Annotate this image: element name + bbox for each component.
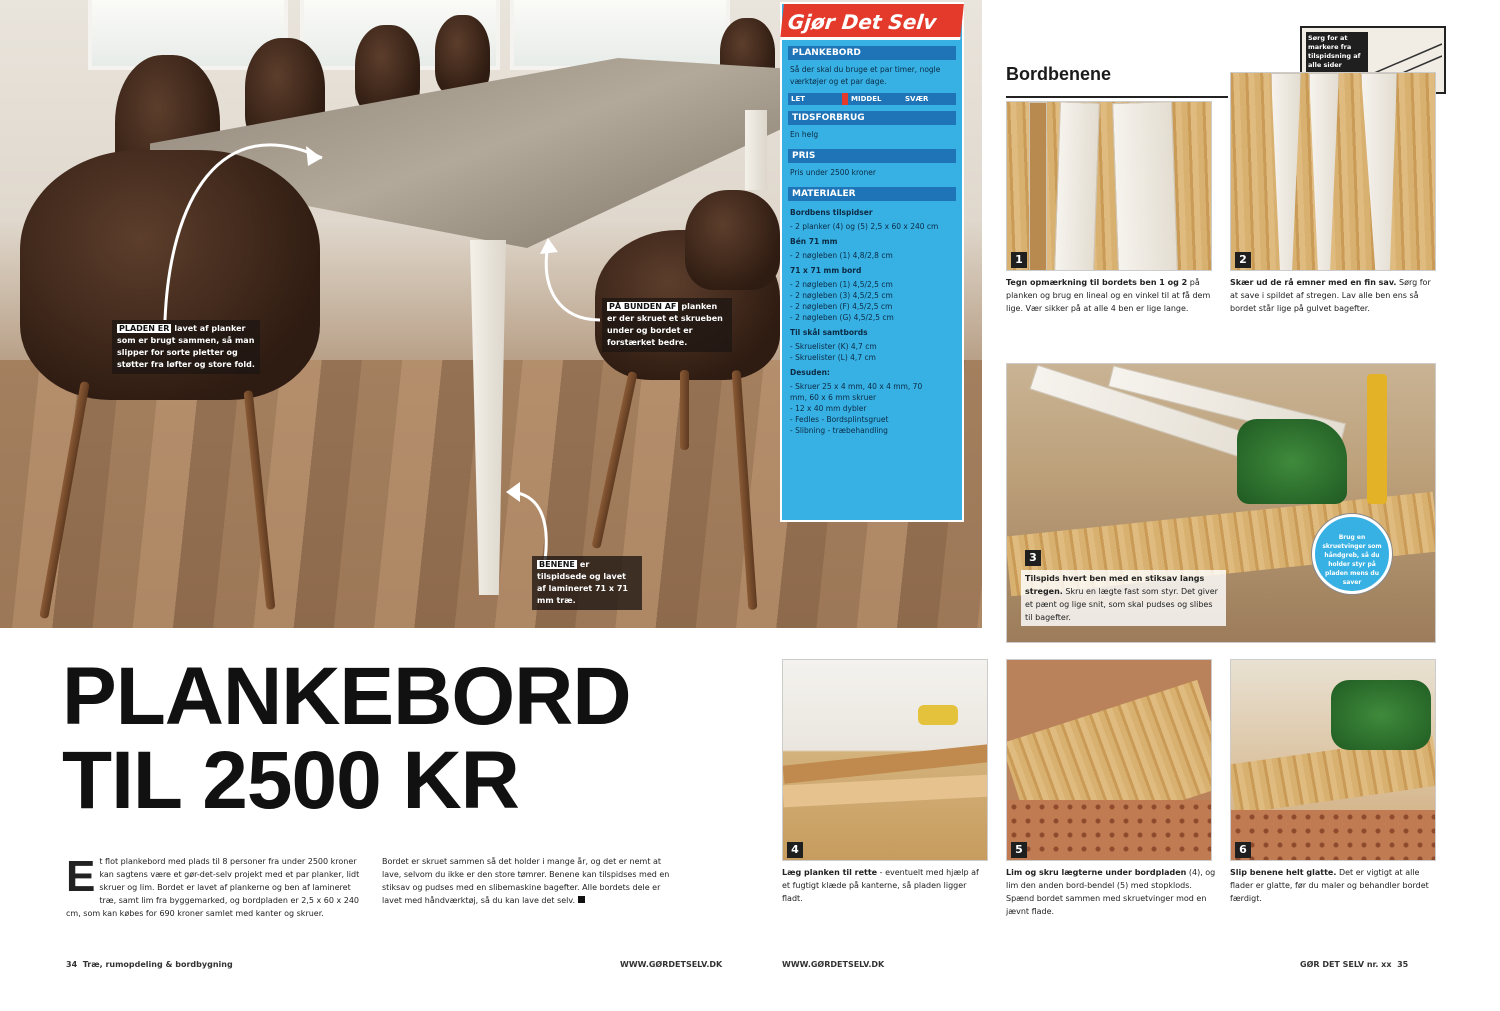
info-sidebar [780, 2, 964, 522]
difficulty-hard: SVÆR [902, 93, 956, 105]
intro-text: Bordet er skruet sammen så det holder i mange år, og det er nemt at lave, selvom du ikke er den store tømrer. Benene kan tilspidses med en stiksav og pudses med en slibemaskine bagefter. Alle bordets dele er lavet med håndværktøj, så du kan lave det selv. [382, 857, 670, 905]
plank [1361, 73, 1397, 271]
difficulty-medium: MIDDEL [848, 93, 902, 105]
jigsaw-icon [1237, 419, 1347, 504]
step-caption-text: - eventuelt med hjælp af et fugtigt klæde på kanterne, så pladen ligger fladt. [782, 868, 979, 903]
sidebar-text: Så der skal du bruge et par timer, nogle værktøjer og et par dage. [790, 65, 941, 86]
plank [1054, 101, 1100, 271]
plank [1029, 102, 1047, 271]
step-photo [1006, 659, 1212, 861]
materials-group-heading: Bordbens tilspidser [790, 208, 873, 217]
difficulty-strip [788, 93, 956, 105]
issue: GØR DET SELV nr. xx [1300, 960, 1392, 969]
materials-line: mm, 60 x 6 mm skruer [790, 393, 877, 402]
step-photo [1006, 363, 1436, 643]
materials-line: - Slibning - træbehandling [790, 426, 888, 435]
divider [1006, 96, 1228, 98]
page-number: 35 [1397, 960, 1409, 969]
sidebar-heading: PRIS [788, 149, 956, 163]
step-caption-text: (4), og lim den anden bord-bendel (5) med stopklods. Spænd bordet sammen med skruetvinger mod en jævnt flade. [1006, 868, 1216, 916]
sidebar-text: En helg [790, 130, 819, 139]
step-caption-text: Sørg for at save i spildet af stregen. Lav alle ben ens så bordet står lige på gulvet bagefter. [1230, 278, 1431, 313]
step-caption [1006, 866, 1216, 918]
step-caption-bold: Læg planken til rette [782, 868, 878, 877]
sidebar-heading: MATERIALER [788, 187, 956, 201]
step-number: 4 [787, 842, 803, 858]
materials-group-heading: Bén 71 mm [790, 237, 838, 246]
step-caption-text: Det er vigtigt at alle flader er glatte, før du maler og behandler bordet færdigt. [1230, 868, 1429, 903]
intro-text: t flot plankebord med plads til 8 personer fra under 2500 kroner kan sagtens være et gør-det-selv projekt med et par planker, lidt skruer og lim. Bordet er lavet af plankerne og ben af lamineret træ, samt lim fra byggemarked, og bordpladen er 2,5 x 60 x 240 cm, som kan købes for 690 kroner samlet med kanter og skruer. [66, 857, 360, 918]
page-number: 34 [66, 960, 78, 969]
step-photo [1230, 72, 1436, 271]
step-caption [1230, 866, 1440, 905]
intro-column-2 [382, 855, 672, 907]
materials-line: - 2 planker (4) og (5) 2,5 x 60 x 240 cm [790, 222, 939, 231]
footer-site-left: WWW.GØRDETSELV.DK [620, 960, 723, 969]
workbench [1231, 810, 1436, 861]
step-caption [1021, 570, 1226, 626]
step-number: 5 [1011, 842, 1027, 858]
materials-line: - Skruer 25 x 4 mm, 40 x 4 mm, 70 [790, 382, 923, 391]
headline [62, 651, 631, 826]
section-title: Bordbenene [1006, 64, 1112, 84]
step-caption [1230, 276, 1440, 315]
brand-banner: Gjør Det Selv [780, 4, 964, 40]
plank [1271, 73, 1301, 271]
materials-line: - 2 nøgleben (1) 4,5/2,5 cm [790, 280, 893, 289]
step-caption-bold: Slip benene helt glatte. [1230, 868, 1337, 877]
plank [1112, 101, 1178, 271]
materials-group-heading: 71 x 71 mm bord [790, 266, 862, 275]
clamp [1367, 374, 1387, 504]
materials-line: - 2 nøgleben (1) 4,8/2,8 cm [790, 251, 893, 260]
step-caption-text: Skru en lægte fast som styr. Det giver et pænt og lige snit, som skal pudses og slibes til bagefter. [1025, 587, 1218, 622]
step-photo [1006, 101, 1212, 271]
step-caption [782, 866, 988, 905]
materials-line: - Skruelister (K) 4,7 cm [790, 342, 877, 351]
footer-title: Træ, rumopdeling & bordbygning [82, 960, 233, 969]
intro-column-1 [66, 852, 366, 920]
headline-line2: TIL 2500 KR [62, 735, 519, 826]
step-number: 6 [1235, 842, 1251, 858]
sidebar-heading: TIDSFORBRUG [788, 111, 956, 125]
headline-line1: PLANKEBORD [62, 651, 631, 742]
materials-group-heading: Desuden: [790, 368, 830, 377]
step-number: 1 [1011, 252, 1027, 268]
sidebar-heading: PLANKEBORD [788, 46, 956, 60]
callout-underside: PÅ BUNDEN AF planken er der skruet et skrueben under og bordet er forstærket bedre. [602, 298, 732, 352]
materials-line: - Skruelister (L) 4,7 cm [790, 353, 876, 362]
sidebar-text: Pris under 2500 kroner [790, 168, 876, 177]
dropcap: E [66, 852, 96, 901]
materials-line: - 12 x 40 mm dybler [790, 404, 867, 413]
step-photo [782, 659, 988, 861]
step-caption-bold: Tilspids hvert ben med en stiksav langs stregen. [1025, 574, 1205, 596]
tip-bubble: Brug en skruetvinger som håndgreb, så du holder styr på pladen mens du saver [1312, 514, 1392, 594]
step-caption-bold: Skær ud de rå emner med en fin sav. [1230, 278, 1397, 287]
callout-tabletop: PLADEN ER lavet af planker som er brugt sammen, så man slipper for sorte pletter og støtter fra løfter og store fold. [112, 320, 260, 374]
step-caption [1006, 276, 1216, 315]
plank [1309, 73, 1339, 271]
materials-list [782, 203, 962, 436]
callout-legs: BENENE er tilspidsede og lavet af lamineret 71 x 71 mm træ. [532, 556, 642, 610]
step-photo [1230, 659, 1436, 861]
materials-line: - 2 nøgleben (3) 4,5/2,5 cm [790, 291, 893, 300]
step-number: 2 [1235, 252, 1251, 268]
materials-group-heading: Til skål samtbords [790, 328, 868, 337]
footer-left [66, 960, 233, 969]
difficulty-easy: LET [788, 93, 842, 105]
materials-line: - Fedles - Bordsplintsgruet [790, 415, 889, 424]
sander-icon [1331, 680, 1431, 750]
footer-right [1300, 960, 1408, 969]
materials-line: - 2 nøgleben (F) 4,5/2,5 cm [790, 302, 893, 311]
step-caption-bold: Lim og skru lægterne under bordpladen [1006, 868, 1187, 877]
step-number: 3 [1025, 550, 1041, 566]
step-caption-bold: Tegn opmærkning til bordets ben 1 og 2 [1006, 278, 1188, 287]
clamp-icon [918, 705, 958, 725]
footer-site-right: WWW.GØRDETSELV.DK [782, 960, 885, 969]
end-mark [578, 896, 585, 903]
workbench [1007, 800, 1212, 861]
corner-note: Sørg for at markere fra tilspidsning af alle sider [1306, 32, 1368, 72]
materials-line: - 2 nøgleben (G) 4,5/2,5 cm [790, 313, 894, 322]
step-caption-text: på planken og brug en lineal og en vinkel til at få dem lige. Vær sikker på at alle 4 ben er lige lange. [1006, 278, 1211, 313]
